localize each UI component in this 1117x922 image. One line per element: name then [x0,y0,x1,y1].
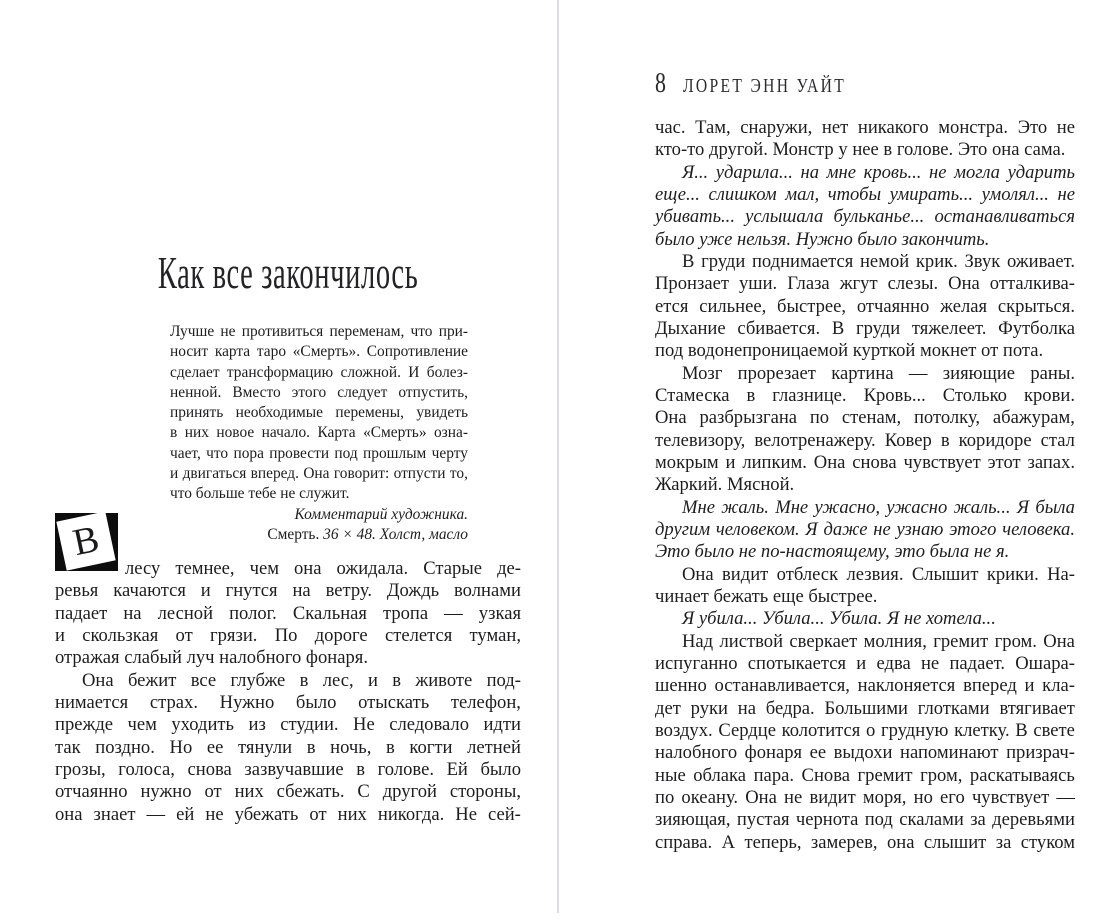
text-line: В груди поднимается немой крик. Звук оживает. [682,250,1075,272]
text-line: в них новое начало. Карта «Смерть» озна- [170,424,468,442]
text-line: дет руки на бедра. Большими глотками втягивает [655,697,1075,719]
text-line: ные облака пара. Снова гремит гром, раскатываясь [655,764,1075,786]
text-line: Она бежит все глубже в лес, и в животе под- [82,669,521,691]
text-line: отражая слабый луч налобного фонаря. [55,647,368,669]
text-line: зияющая, пустая чернота под скалами за деревьями [655,809,1075,831]
text-line: прежде чем уходить из студии. Не следовало идти [55,714,521,736]
text-line: телевизору, велотренажеру. Ковер в коридоре стал [655,429,1075,451]
artwork-details: 36 × 48. Холст, масло [323,525,468,543]
text-line: ненной. Вместо этого следует отпустить, [170,383,468,401]
text-line: ревья качаются и гнутся на ветру. Дождь волнами [55,580,521,602]
text-line: лесу темнее, чем она ожидала. Старые де- [125,558,521,579]
text-line: чинает бежать еще быстрее. [655,585,878,607]
text-line: ется сильнее, быстрее, отчаянно желая скрыться. [655,295,1075,317]
text-line: Жаркий. Мясной. [655,474,795,496]
running-header-author: ЛОРЕТ ЭНН УАЙТ [683,75,847,97]
text-line: падает на лесной полог. Скальная тропа — узкая [55,602,521,624]
page-gutter-divider [557,0,559,913]
drop-cap-inner-square [56,511,115,570]
text-line: Стамеска в глазнице. Кровь... Столько крови. [655,384,1075,406]
epigraph-lines [170,322,468,505]
text-line: испуганно спотыкается и едва не падает. Ошара- [655,652,1075,674]
text-line: по океану. Она не видит моря, но его чувствует — [655,786,1075,808]
text-line: под водонепроницаемой курткой мокнет от пота. [655,340,1044,362]
text-line: грозы, голоса, снова зазвучавшие в голове. Ей было [55,758,521,780]
text-line: справа. А теперь, замерев, она слышит за стуком [655,831,1075,853]
text-line: носит карта таро «Смерть». Сопротивление [170,343,468,361]
left-page [55,0,521,922]
text-line: убивать... услышала бульканье... останавливаться [655,206,1075,228]
text-line: чает, что пора провести под прошлым черту [170,444,468,462]
text-line: еще... слишком мал, чтобы умирать... умолял... не [655,183,1075,205]
text-line: Я убила... Убила... Убила. Я не хотела... [682,608,996,630]
text-line: и скользкая от грязи. По дороге стелется туман, [55,624,521,646]
chapter-title [55,248,521,299]
epigraph [170,322,468,545]
text-line: Она разбрызгана по стенам, потолку, абажурам, [655,407,1075,429]
text-line: нимается страх. Нужно было отыскать телефон, [55,691,521,713]
text-line: кто-то другой. Монстр у нее в голове. Это она сама. [655,139,1066,161]
page-number: 8 [655,68,666,99]
text-line: сделает трансформацию сложной. И болез- [170,363,468,381]
text-line: налобного фонаря ее выдохи напоминают призрач- [655,742,1075,764]
text-line: и двигаться вперед. Она говорит: отпусти то, [170,465,468,483]
drop-cap-letter: В [69,517,103,565]
text-line: отчаянно нужно от них сбежать. С другой стороны, [55,781,521,803]
text-line: Я... ударила... на мне кровь... не могла ударить [682,161,1075,183]
text-line: воздух. Сердце колотится о грудную клетку. В свете [655,719,1075,741]
text-line: Это было не по-настоящему, это была не я. [655,541,1010,563]
right-page [655,0,1075,922]
epigraph-artwork-caption [170,525,468,545]
chapter-title-text: Как все закончилось [157,247,419,298]
text-line: мокрым и липким. Она снова чувствует этот запах. [655,451,1075,473]
text-line: Пронзает уши. Глаза жгут слезы. Она отталкива- [655,273,1075,295]
text-line: принять необходимые перемены, увидеть [170,404,468,422]
text-line: Лучше не противиться переменам, что при- [170,323,468,340]
artwork-title: Смерть. [267,525,324,543]
text-line: так поздно. Но ее тянули в ночь, в когти летней [55,736,521,758]
text-line: что больше тебе не служит. [170,485,350,503]
epigraph-attribution: Комментарий художника. [294,505,468,523]
text-line: час. Там, снаружи, нет никакого монстра. Это не [655,117,1075,138]
text-line: Мозг прорезает картина — зияющие раны. [682,362,1075,384]
text-line: шенно останавливается, наклоняется вперед и кла- [655,675,1075,697]
drop-cap [55,513,118,571]
right-page-body [655,117,1075,854]
running-header [655,70,892,98]
text-line: было уже нельзя. Нужно было закончить. [655,228,990,250]
text-line: Мне жаль. Мне ужасно, ужасно жаль... Я была [682,496,1075,518]
text-line: другим человеком. Я даже не узнаю этого человека. [655,518,1075,540]
text-line: Над листвой сверкает молния, гремит гром. Она [682,630,1075,652]
text-line: Она видит отблеск лезвия. Слышит крики. На- [682,563,1075,585]
text-line: Дыхание сбивается. В груди тяжелеет. Футболка [655,317,1075,339]
text-line: она знает — ей не убежать от них никогда. Не сей- [55,803,521,825]
